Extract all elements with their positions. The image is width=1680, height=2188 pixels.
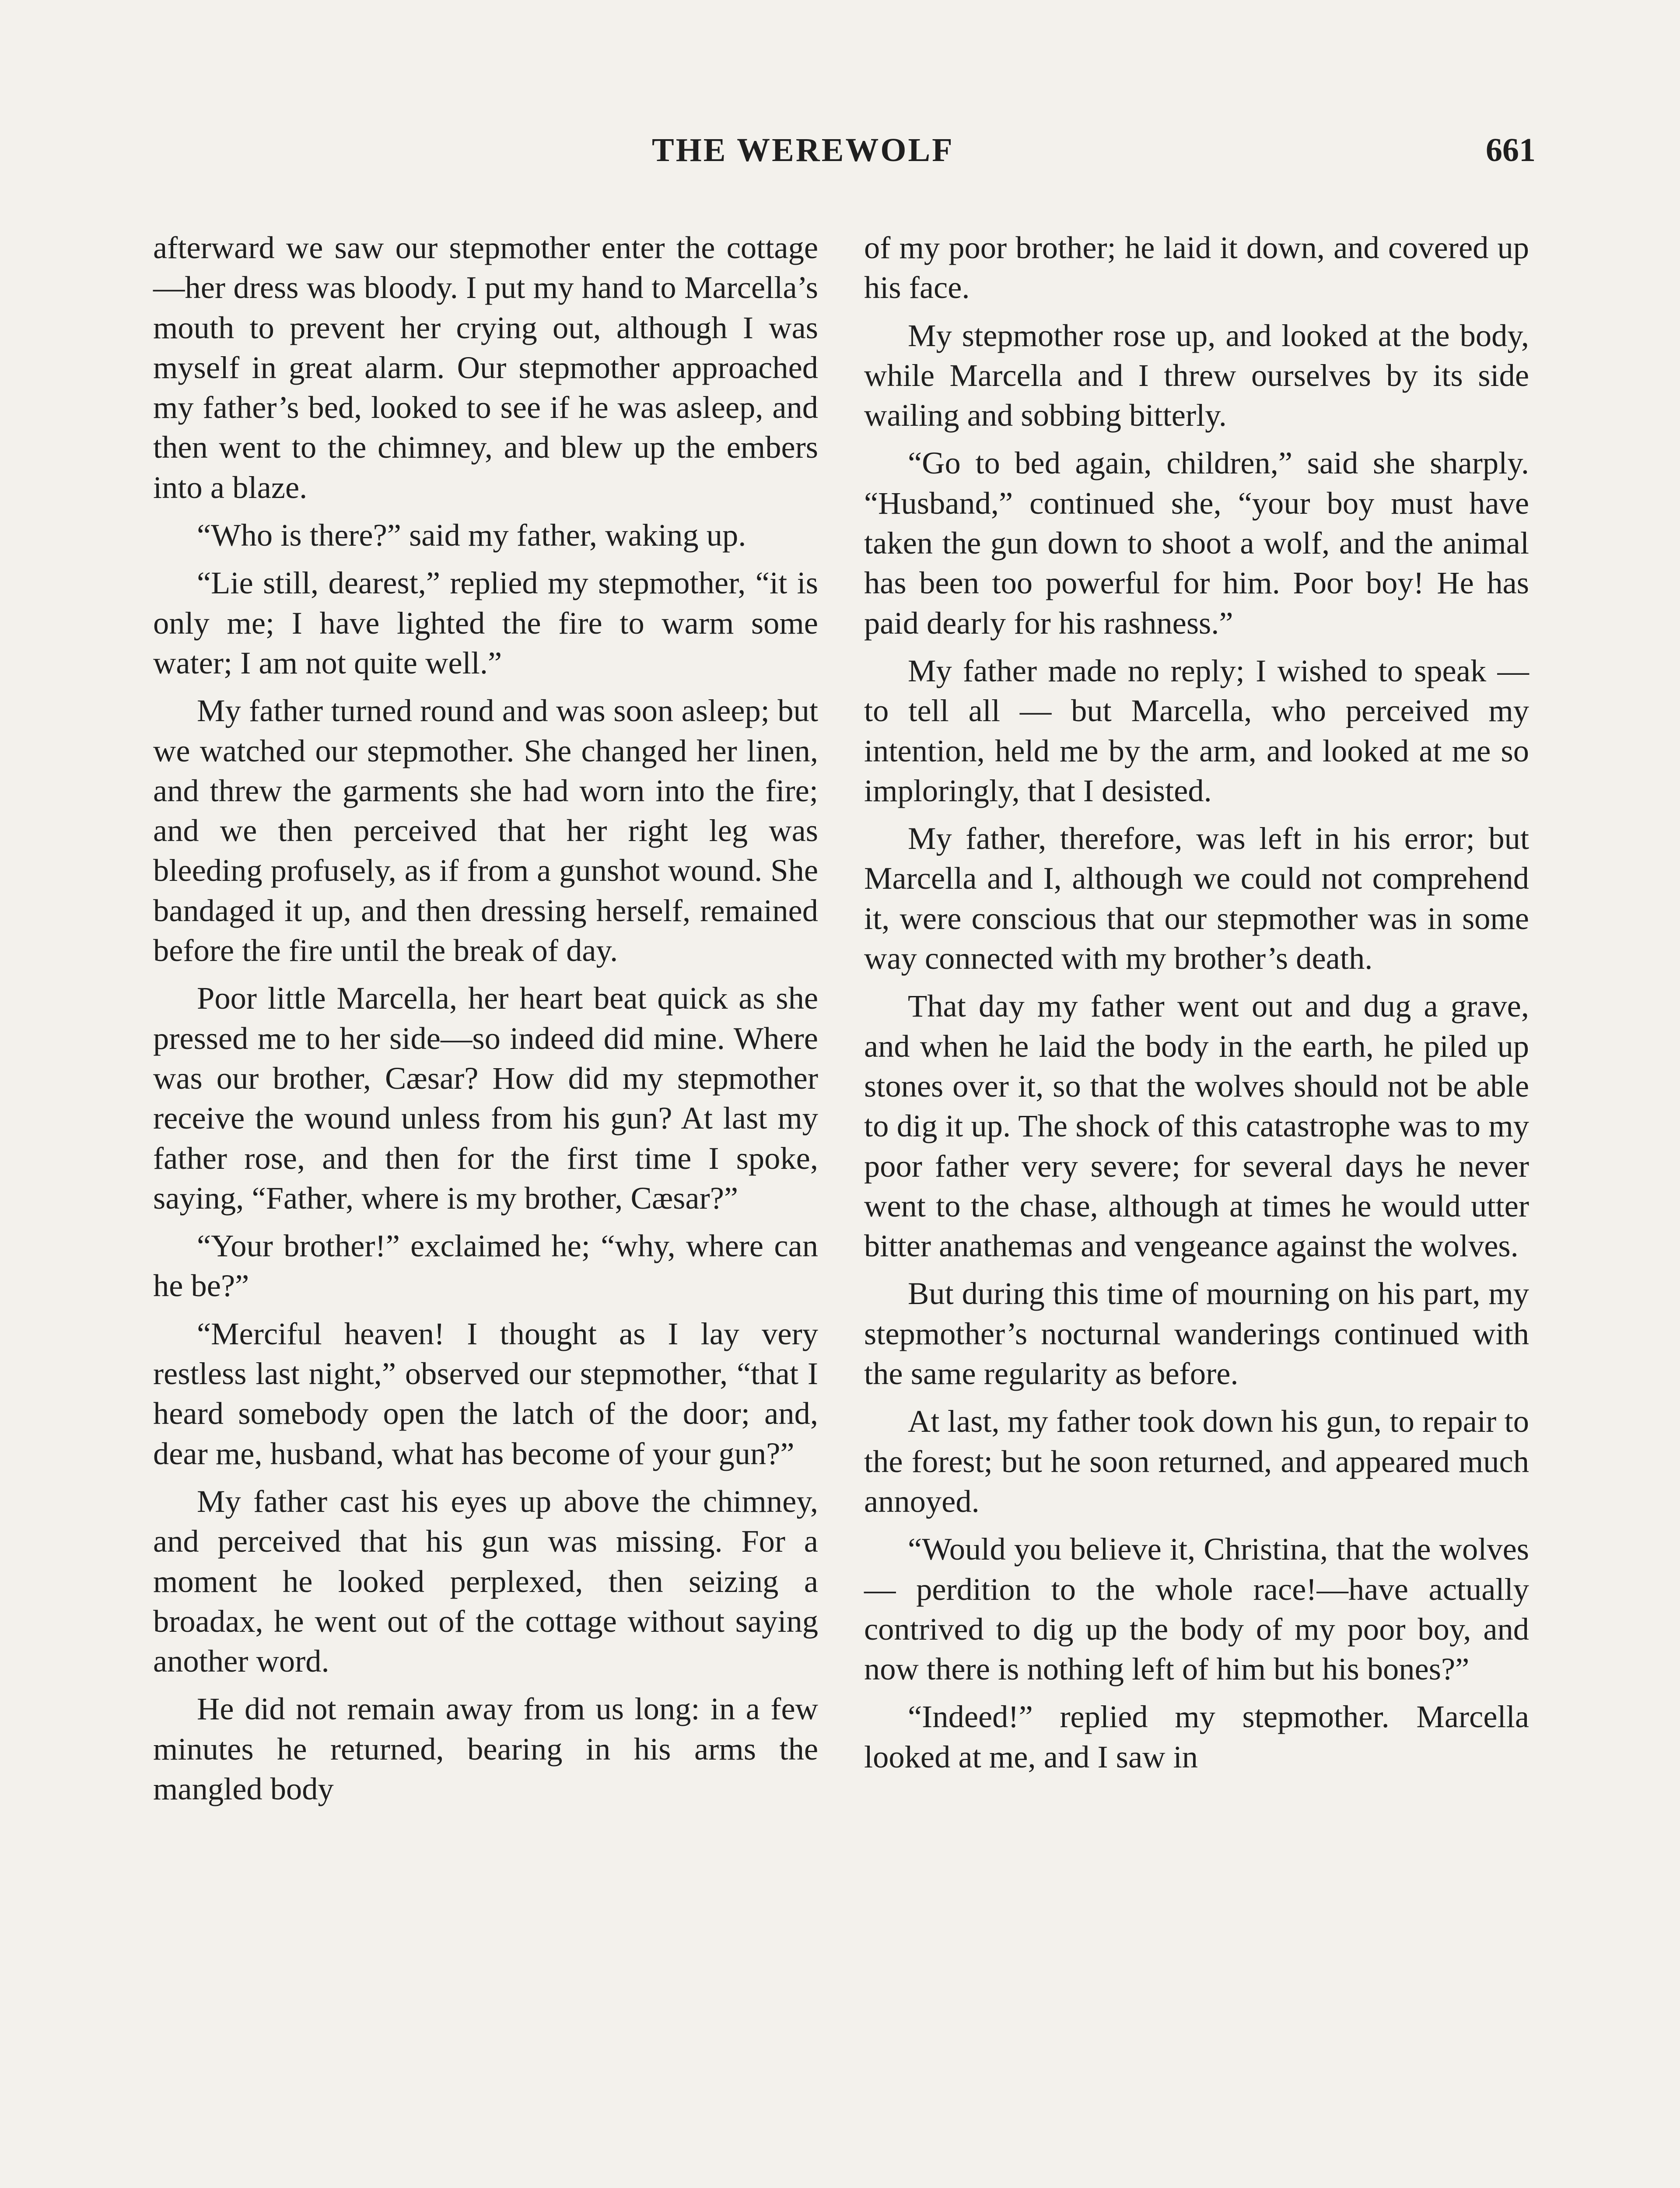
paragraph: “Your brother!” exclaimed he; “why, where can he be?” — [153, 1228, 818, 1304]
paragraph: “Who is there?” said my father, waking up. — [197, 517, 746, 553]
paragraph: My father, therefore, was left in his error; but Marcella and I, although we could not comprehend it, were conscious that our stepmother was in some way connected with my brother’s death. — [864, 820, 1529, 976]
paragraph: That day my father went out and dug a grave, and when he laid the body in the earth, he piled up stones over it, so that the wolves should not be able to dig it up. The shock of this catastrophe was to my poor father very severe; for several days he never went to the chase, although at times he would utter bitter anathemas and vengeance against the wolves. — [864, 988, 1529, 1264]
paragraph: of my poor brother; he laid it down, and covered up his face. — [864, 230, 1529, 305]
paragraph: “Go to bed again, children,” said she sharply. “Husband,” continued she, “your boy must have taken the gun down to shoot a wolf, and the animal has been too powerful for him. Poor boy! He has paid dearly for his rashness.” — [864, 445, 1529, 641]
paragraph: But during this time of mourning on his part, my stepmother’s nocturnal wanderings continued with the same regularity as before. — [864, 1276, 1529, 1392]
paragraph: My father turned round and was soon asleep; but we watched our stepmother. She changed her linen, and threw the garments she had worn into the fire; and we then perceived that her right leg was bleeding profusely, as if from a gunshot wound. She bandaged it up, and then dressing herself, remained before the fire until the break of day. — [153, 693, 818, 968]
right-column — [864, 228, 1529, 1785]
paragraph: My father made no reply; I wished to speak — to tell all — but Marcella, who perceived my intention, held me by the arm, and looked at me so imploringly, that I desisted. — [864, 652, 1529, 808]
page-number: 661 — [1486, 132, 1536, 168]
paragraph: Poor little Marcella, her heart beat quick as she pressed me to her side—so indeed did mine. Where was our brother, Cæsar? How did my stepmother receive the wound unless from his gun? At last my father rose, and then for the first time I spoke, saying, “Father, where is my brother, Cæsar?” — [153, 980, 818, 1216]
left-column — [153, 228, 818, 1816]
paragraph: “Indeed!” replied my stepmother. Marcella looked at me, and I saw in — [864, 1699, 1529, 1774]
paragraph: My father cast his eyes up above the chimney, and perceived that his gun was missing. For a moment he looked perplexed, then seizing a broadax, he went out of the cottage without saying another word. — [153, 1483, 818, 1679]
paragraph: “Would you believe it, Christina, that the wolves — perdition to the whole race!—have actually contrived to dig up the body of my poor boy, and now there is nothing left of him but his bones?” — [864, 1531, 1529, 1687]
paragraph: My stepmother rose up, and looked at the body, while Marcella and I threw ourselves by its side wailing and sobbing bitterly. — [864, 317, 1529, 433]
running-title: THE WEREWOLF — [652, 132, 954, 168]
paragraph: afterward we saw our stepmother enter the cottage—her dress was bloody. I put my hand to Marcella’s mouth to prevent her crying out, although I was myself in great alarm. Our stepmother approached my father’s bed, looked to see if he was asleep, and then went to the chimney, and blew up the embers into a blaze. — [153, 230, 818, 505]
paragraph: He did not remain away from us long: in a few minutes he returned, bearing in his arms the mangled body — [153, 1691, 818, 1806]
paragraph: “Merciful heaven! I thought as I lay very restless last night,” observed our stepmother, “that I heard somebody open the latch of the door; and, dear me, husband, what has become of your gun?” — [153, 1315, 818, 1471]
paragraph: “Lie still, dearest,” replied my stepmother, “it is only me; I have lighted the fire to warm some water; I am not quite well.” — [153, 565, 818, 680]
running-header — [153, 131, 1536, 184]
paragraph: At last, my father took down his gun, to repair to the forest; but he soon returned, and appeared much annoyed. — [864, 1403, 1529, 1519]
